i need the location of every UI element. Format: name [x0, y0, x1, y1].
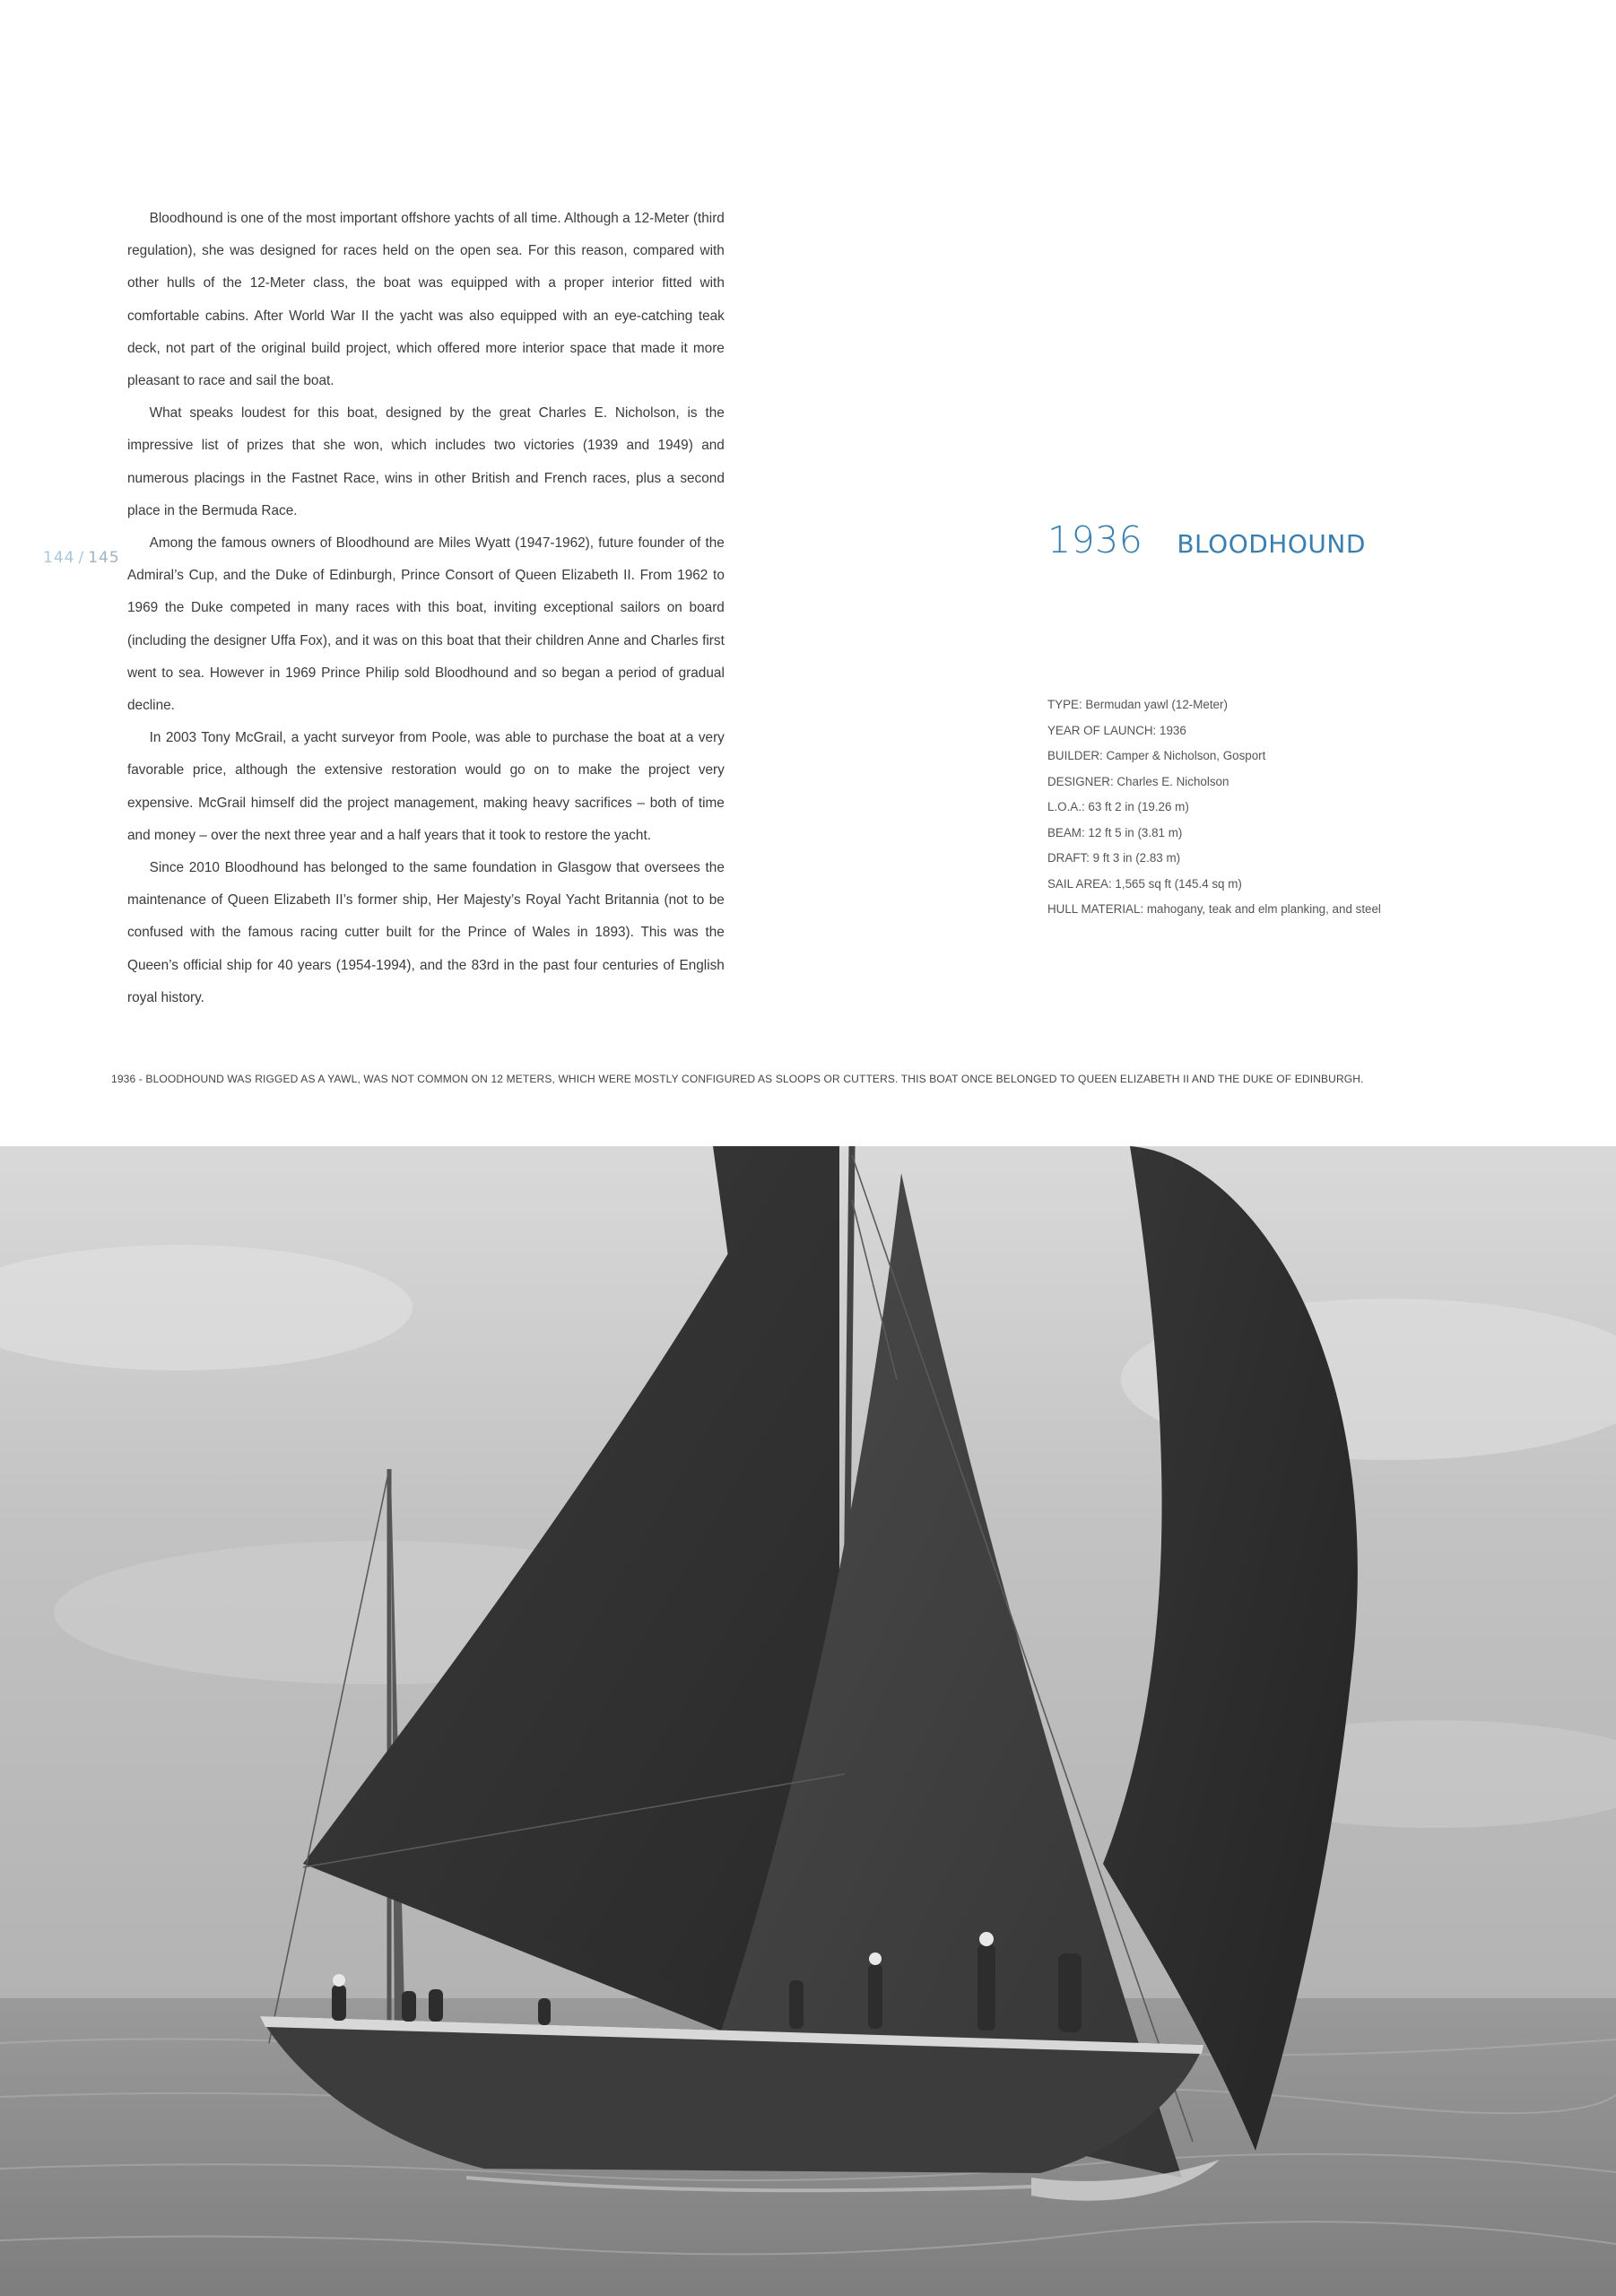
spec-sail-area: SAIL AREA: 1,565 sq ft (145.4 sq m) — [1047, 876, 1242, 891]
paragraph: What speaks loudest for this boat, designed by the great Charles E. Nicholson, is the impressive list of prizes that she won, which includes two victories (1939 and 1949) and numerous placings in the Fastnet Race, wins in other British and French races, plus a second place in the Bermuda Race. — [127, 405, 725, 518]
paragraph: Since 2010 Bloodhound has belonged to the same foundation in Glasgow that oversees the maintenance of Queen Elizabeth II’s former ship, Her Majesty’s Royal Yacht Britannia (not to be confused with the famous racing cutter built for the Prince of Wales in 1893). This was the Queen’s official ship for 40 years (1954-1994), and the 83rd in the past four centuries of English royal history. — [127, 860, 725, 1005]
spec-loa: L.O.A.: 63 ft 2 in (19.26 m) — [1047, 800, 1189, 813]
photo-caption: 1936 - BLOODHOUND WAS RIGGED AS A YAWL, WAS NOT COMMON ON 12 METERS, WHICH WERE MOSTLY CONFIGURED AS SLOOPS OR CUTTERS. THIS BOAT ONCE BELONGED TO QUEEN ELIZABETH II AND THE DUKE OF EDINBURGH. — [111, 1073, 1364, 1085]
yacht-photo — [0, 1146, 1616, 2296]
paragraph: Bloodhound is one of the most important offshore yachts of all time. Although a 12-Meter (third regulation), she was designed for races held on the open sea. For this reason, compared with other hulls of the 12-Meter class, the boat was equipped with a proper interior fitted with comfortable cabins. After World War II the yacht was also equipped with an eye-catching teak deck, not part of the original build project, which offered more interior space that made it more pleasant to race and sail the boat. — [127, 211, 725, 389]
paragraph: In 2003 Tony McGrail, a yacht surveyor from Poole, was able to purchase the boat at a very favorable price, although the extensive restoration would go on to make the project very expensive. McGrail himself did the project management, making heavy sacrifices – both of time and money – over the next three year and a half years that it took to restore the yacht. — [127, 730, 725, 843]
yacht-year: 1936 — [1047, 518, 1143, 561]
spec-draft: DRAFT: 9 ft 3 in (2.83 m) — [1047, 851, 1181, 865]
article-body — [127, 203, 725, 1014]
specifications-list — [1047, 692, 1381, 923]
yawl-sailing-illustration — [0, 1146, 1616, 2296]
yacht-name: BLOODHOUND — [1177, 529, 1366, 559]
spec-designer: DESIGNER: Charles E. Nicholson — [1047, 774, 1229, 788]
yacht-title — [1047, 518, 1366, 561]
spec-type: TYPE: Bermudan yawl (12-Meter) — [1047, 698, 1228, 711]
page-number-right: 145 — [88, 549, 120, 567]
spec-builder: BUILDER: Camper & Nicholson, Gosport — [1047, 749, 1266, 762]
spec-hull-material: HULL MATERIAL: mahogany, teak and elm planking, and steel — [1047, 902, 1381, 916]
page-number-separator: / — [78, 549, 85, 567]
page-numbers — [43, 549, 120, 567]
paragraph: Among the famous owners of Bloodhound are Miles Wyatt (1947-1962), future founder of the Admiral’s Cup, and the Duke of Edinburgh, Prince Consort of Queen Elizabeth II. From 1962 to 1969 the Duke competed in many races with this boat, inviting exceptional sailors on board (including the designer Uffa Fox), and it was on this boat that their children Anne and Charles first went to sea. However in 1969 Prince Philip sold Bloodhound and so began a period of gradual decline. — [127, 535, 725, 714]
spec-year-of-launch: YEAR OF LAUNCH: 1936 — [1047, 723, 1186, 737]
page-number-left: 144 — [43, 549, 75, 567]
spec-beam: BEAM: 12 ft 5 in (3.81 m) — [1047, 825, 1183, 839]
